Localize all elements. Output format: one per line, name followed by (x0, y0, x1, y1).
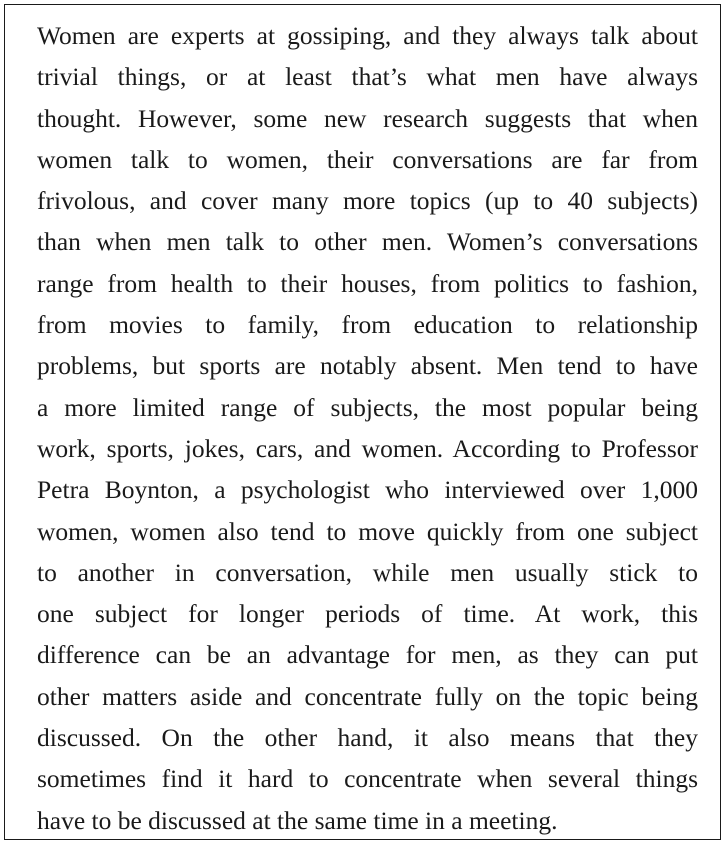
passage-line: range from health to their houses, from politics to fashion, (37, 268, 698, 298)
passage-line: one subject for longer periods of time. At work, this (37, 599, 698, 629)
passage-line: sometimes find it hard to concentrate when several things (37, 764, 698, 794)
passage-line: a more limited range of subjects, the most popular being (37, 392, 698, 422)
passage-line: than when men talk to other men. Women’s conversations (37, 227, 698, 257)
passage-line: Petra Boynton, a psychologist who interviewed over 1,000 (37, 475, 698, 505)
passage-text (37, 15, 698, 841)
passage-line: women talk to women, their conversations are far from (37, 144, 698, 174)
passage-line: have to be discussed at the same time in a meeting. (37, 805, 558, 835)
passage-line: thought. However, some new research suggests that when (37, 103, 698, 133)
passage-line: discussed. On the other hand, it also means that they (37, 723, 698, 753)
passage-line: from movies to family, from education to relationship (37, 310, 698, 340)
passage-box (4, 4, 721, 840)
passage-line: problems, but sports are notably absent. Men tend to have (37, 351, 698, 381)
passage-line: trivial things, or at least that’s what men have always (37, 62, 698, 92)
passage-line: women, women also tend to move quickly from one subject (37, 516, 698, 546)
passage-line: work, sports, jokes, cars, and women. According to Professor (37, 433, 698, 463)
passage-line: frivolous, and cover many more topics (up to 40 subjects) (37, 186, 698, 216)
passage-line: Women are experts at gossiping, and they always talk about (37, 21, 698, 50)
passage-line: to another in conversation, while men usually stick to (37, 557, 698, 587)
passage-line: difference can be an advantage for men, as they can put (37, 640, 698, 670)
passage-line: other matters aside and concentrate fully on the topic being (37, 681, 698, 711)
